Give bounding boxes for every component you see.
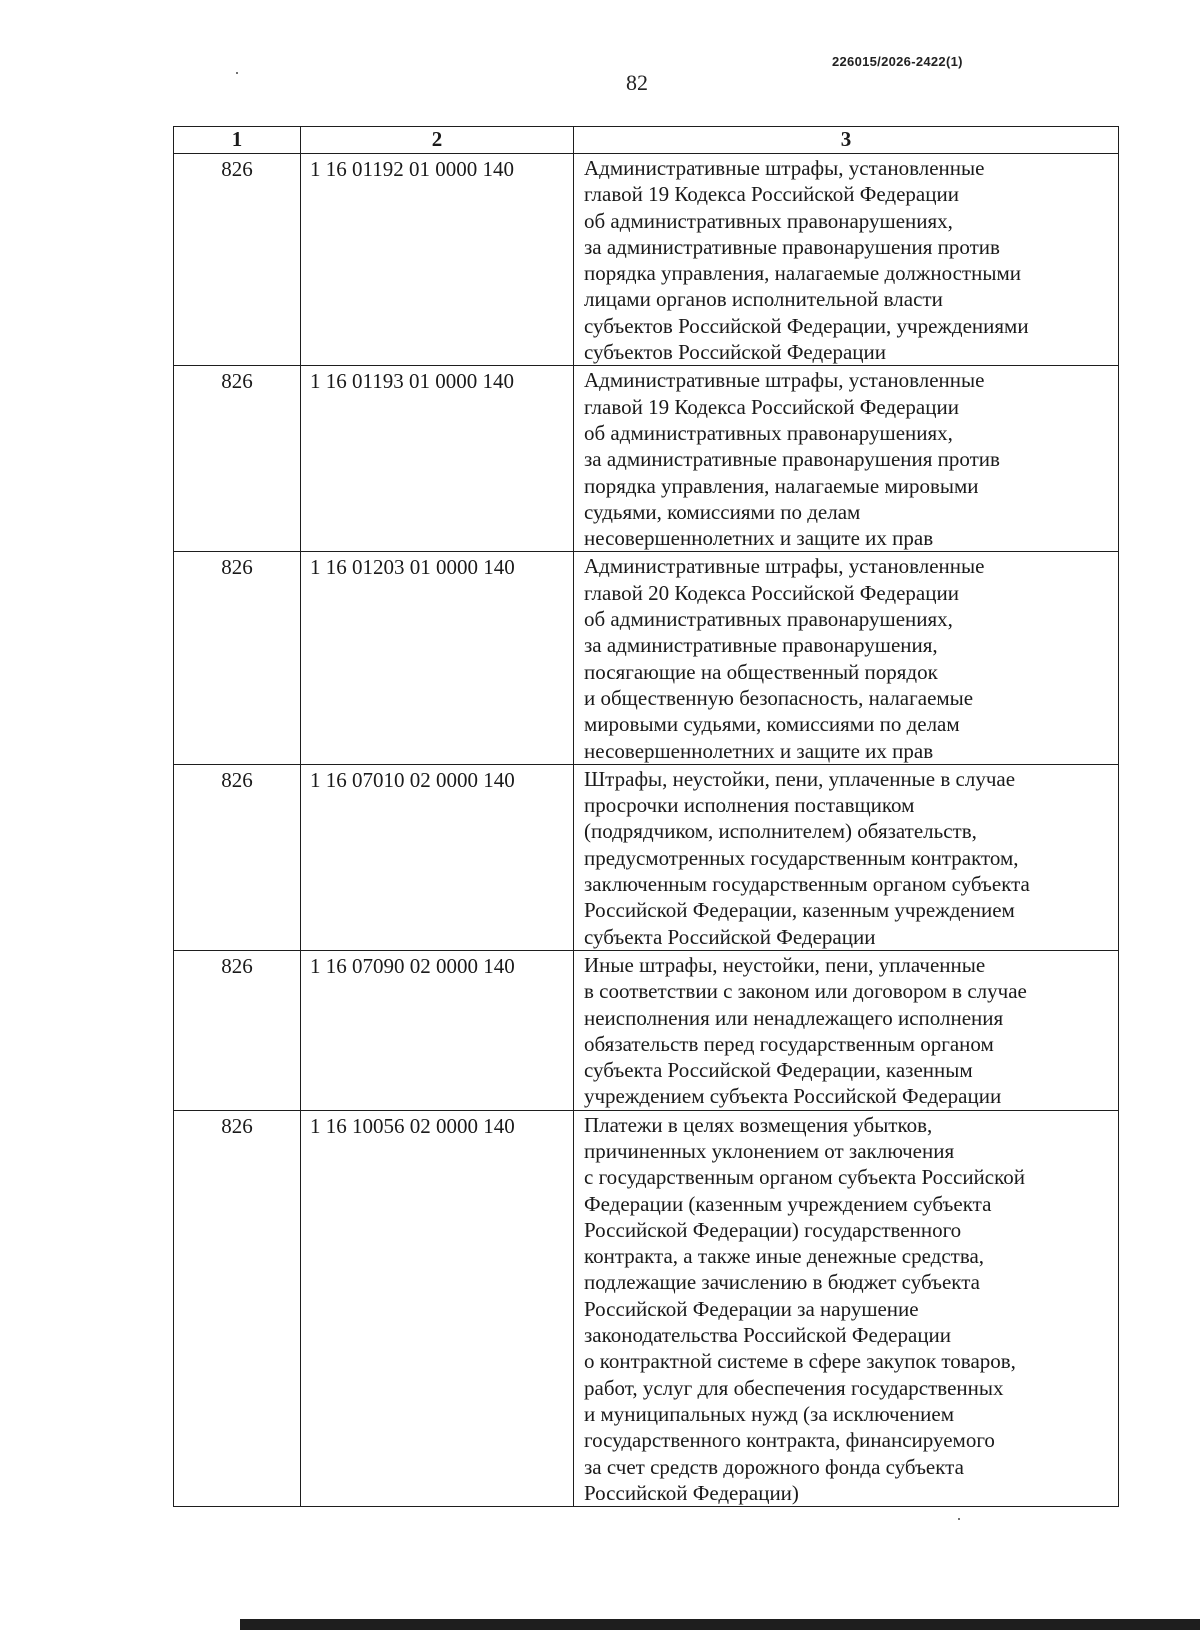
description-line: посягающие на общественный порядок xyxy=(584,659,938,684)
description-line: порядка управления, налагаемые должностными xyxy=(584,261,1021,286)
description-line: о контрактной системе в сфере закупок товаров, xyxy=(584,1349,1016,1374)
admin-code-cell: 826 xyxy=(174,950,301,1110)
description-line: за административные правонарушения против xyxy=(584,234,1000,259)
description-line: главой 19 Кодекса Российской Федерации xyxy=(584,394,959,419)
description-line: порядка управления, налагаемые мировыми xyxy=(584,473,979,498)
description-line: за счет средств дорожного фонда субъекта xyxy=(584,1454,964,1479)
description-line: контракта, а также иные денежные средства, xyxy=(584,1244,985,1269)
description-line: Российской Федерации) государственного xyxy=(584,1217,962,1242)
table-header-row xyxy=(174,127,1119,154)
description-line: Иные штрафы, неустойки, пени, уплаченные xyxy=(584,952,986,977)
description-line: Федерации (казенным учреждением субъекта xyxy=(584,1191,992,1216)
description-line: подлежащие зачислению в бюджет субъекта xyxy=(584,1270,980,1295)
description-line: причиненных уклонением от заключения xyxy=(584,1138,955,1163)
description-cell xyxy=(574,154,1119,366)
description-line: учреждением субъекта Российской Федерации xyxy=(584,1084,1002,1109)
description-line: Платежи в целях возмещения убытков, xyxy=(584,1112,933,1137)
description-line: (подрядчиком, исполнителем) обязательств, xyxy=(584,819,977,844)
description-line: неисполнения или ненадлежащего исполнения xyxy=(584,1005,1004,1030)
description-line: в соответствии с законом или договором в случае xyxy=(584,979,1027,1004)
description-line: судьями, комиссиями по делам xyxy=(584,499,861,524)
scan-speck xyxy=(958,1518,960,1520)
description-line: субъектов Российской Федерации xyxy=(584,340,887,365)
description-line: Административные штрафы, установленные xyxy=(584,368,985,393)
description-line: об административных правонарушениях, xyxy=(584,420,953,445)
budget-code-cell: 1 16 01192 01 0000 140 xyxy=(301,154,574,366)
page-number: 82 xyxy=(626,70,648,95)
admin-code-cell: 826 xyxy=(174,1110,301,1506)
budget-code-cell: 1 16 07010 02 0000 140 xyxy=(301,764,574,950)
description-line: и муниципальных нужд (за исключением xyxy=(584,1401,954,1426)
admin-code-cell: 826 xyxy=(174,552,301,764)
admin-code-cell: 826 xyxy=(174,366,301,552)
scan-bottom-edge xyxy=(240,1619,1200,1630)
description-cell xyxy=(574,950,1119,1110)
scan-speck xyxy=(236,72,238,74)
description-line: лицами органов исполнительной власти xyxy=(584,287,943,312)
description-line: Штрафы, неустойки, пени, уплаченные в случае xyxy=(584,766,1016,791)
description-cell xyxy=(574,552,1119,764)
revenue-codes-table xyxy=(173,126,1119,1507)
description-line: предусмотренных государственным контрактом, xyxy=(584,845,1019,870)
description-line: законодательства Российской Федерации xyxy=(584,1323,952,1348)
description-line: и общественную безопасность, налагаемые xyxy=(584,685,974,710)
description-line: просрочки исполнения поставщиком xyxy=(584,793,915,818)
description-line: главой 19 Кодекса Российской Федерации xyxy=(584,182,959,207)
description-line: Административные штрафы, установленные xyxy=(584,554,985,579)
description-line: государственного контракта, финансируемого xyxy=(584,1428,995,1453)
column-header-1: 1 xyxy=(174,127,301,154)
description-line: об административных правонарушениях, xyxy=(584,208,953,233)
description-line: субъекта Российской Федерации, казенным xyxy=(584,1058,973,1083)
budget-code-cell: 1 16 01203 01 0000 140 xyxy=(301,552,574,764)
description-line: Российской Федерации за нарушение xyxy=(584,1296,919,1321)
description-cell xyxy=(574,366,1119,552)
budget-code-cell: 1 16 10056 02 0000 140 xyxy=(301,1110,574,1506)
description-line: с государственным органом субъекта Российской xyxy=(584,1165,1025,1190)
admin-code-cell: 826 xyxy=(174,154,301,366)
description-line: субъектов Российской Федерации, учреждениями xyxy=(584,313,1029,338)
table-row xyxy=(174,764,1119,950)
document-id: 226015/2026-2422(1) xyxy=(832,54,963,69)
description-cell xyxy=(574,1110,1119,1506)
column-header-3: 3 xyxy=(574,127,1119,154)
description-line: несовершеннолетних и защите их прав xyxy=(584,526,934,551)
description-line: несовершеннолетних и защите их прав xyxy=(584,738,934,763)
description-line: Административные штрафы, установленные xyxy=(584,156,985,180)
description-line: главой 20 Кодекса Российской Федерации xyxy=(584,580,959,605)
column-header-2: 2 xyxy=(301,127,574,154)
description-line: Российской Федерации, казенным учреждением xyxy=(584,898,1015,923)
description-line: обязательств перед государственным органом xyxy=(584,1031,994,1056)
table-row xyxy=(174,154,1119,366)
table-body xyxy=(174,154,1119,1507)
budget-code-cell: 1 16 01193 01 0000 140 xyxy=(301,366,574,552)
description-line: об административных правонарушениях, xyxy=(584,607,953,632)
table-row xyxy=(174,366,1119,552)
description-line: мировыми судьями, комиссиями по делам xyxy=(584,712,960,737)
budget-code-cell: 1 16 07090 02 0000 140 xyxy=(301,950,574,1110)
table-row xyxy=(174,552,1119,764)
description-line: за административные правонарушения против xyxy=(584,447,1000,472)
table-row xyxy=(174,950,1119,1110)
description-line: заключенным государственным органом субъекта xyxy=(584,872,1030,897)
description-line: работ, услуг для обеспечения государственных xyxy=(584,1375,1004,1400)
table-row xyxy=(174,1110,1119,1506)
admin-code-cell: 826 xyxy=(174,764,301,950)
description-line: за административные правонарушения, xyxy=(584,633,938,658)
description-line: Российской Федерации) xyxy=(584,1480,799,1505)
description-line: субъекта Российской Федерации xyxy=(584,924,876,949)
description-cell xyxy=(574,764,1119,950)
